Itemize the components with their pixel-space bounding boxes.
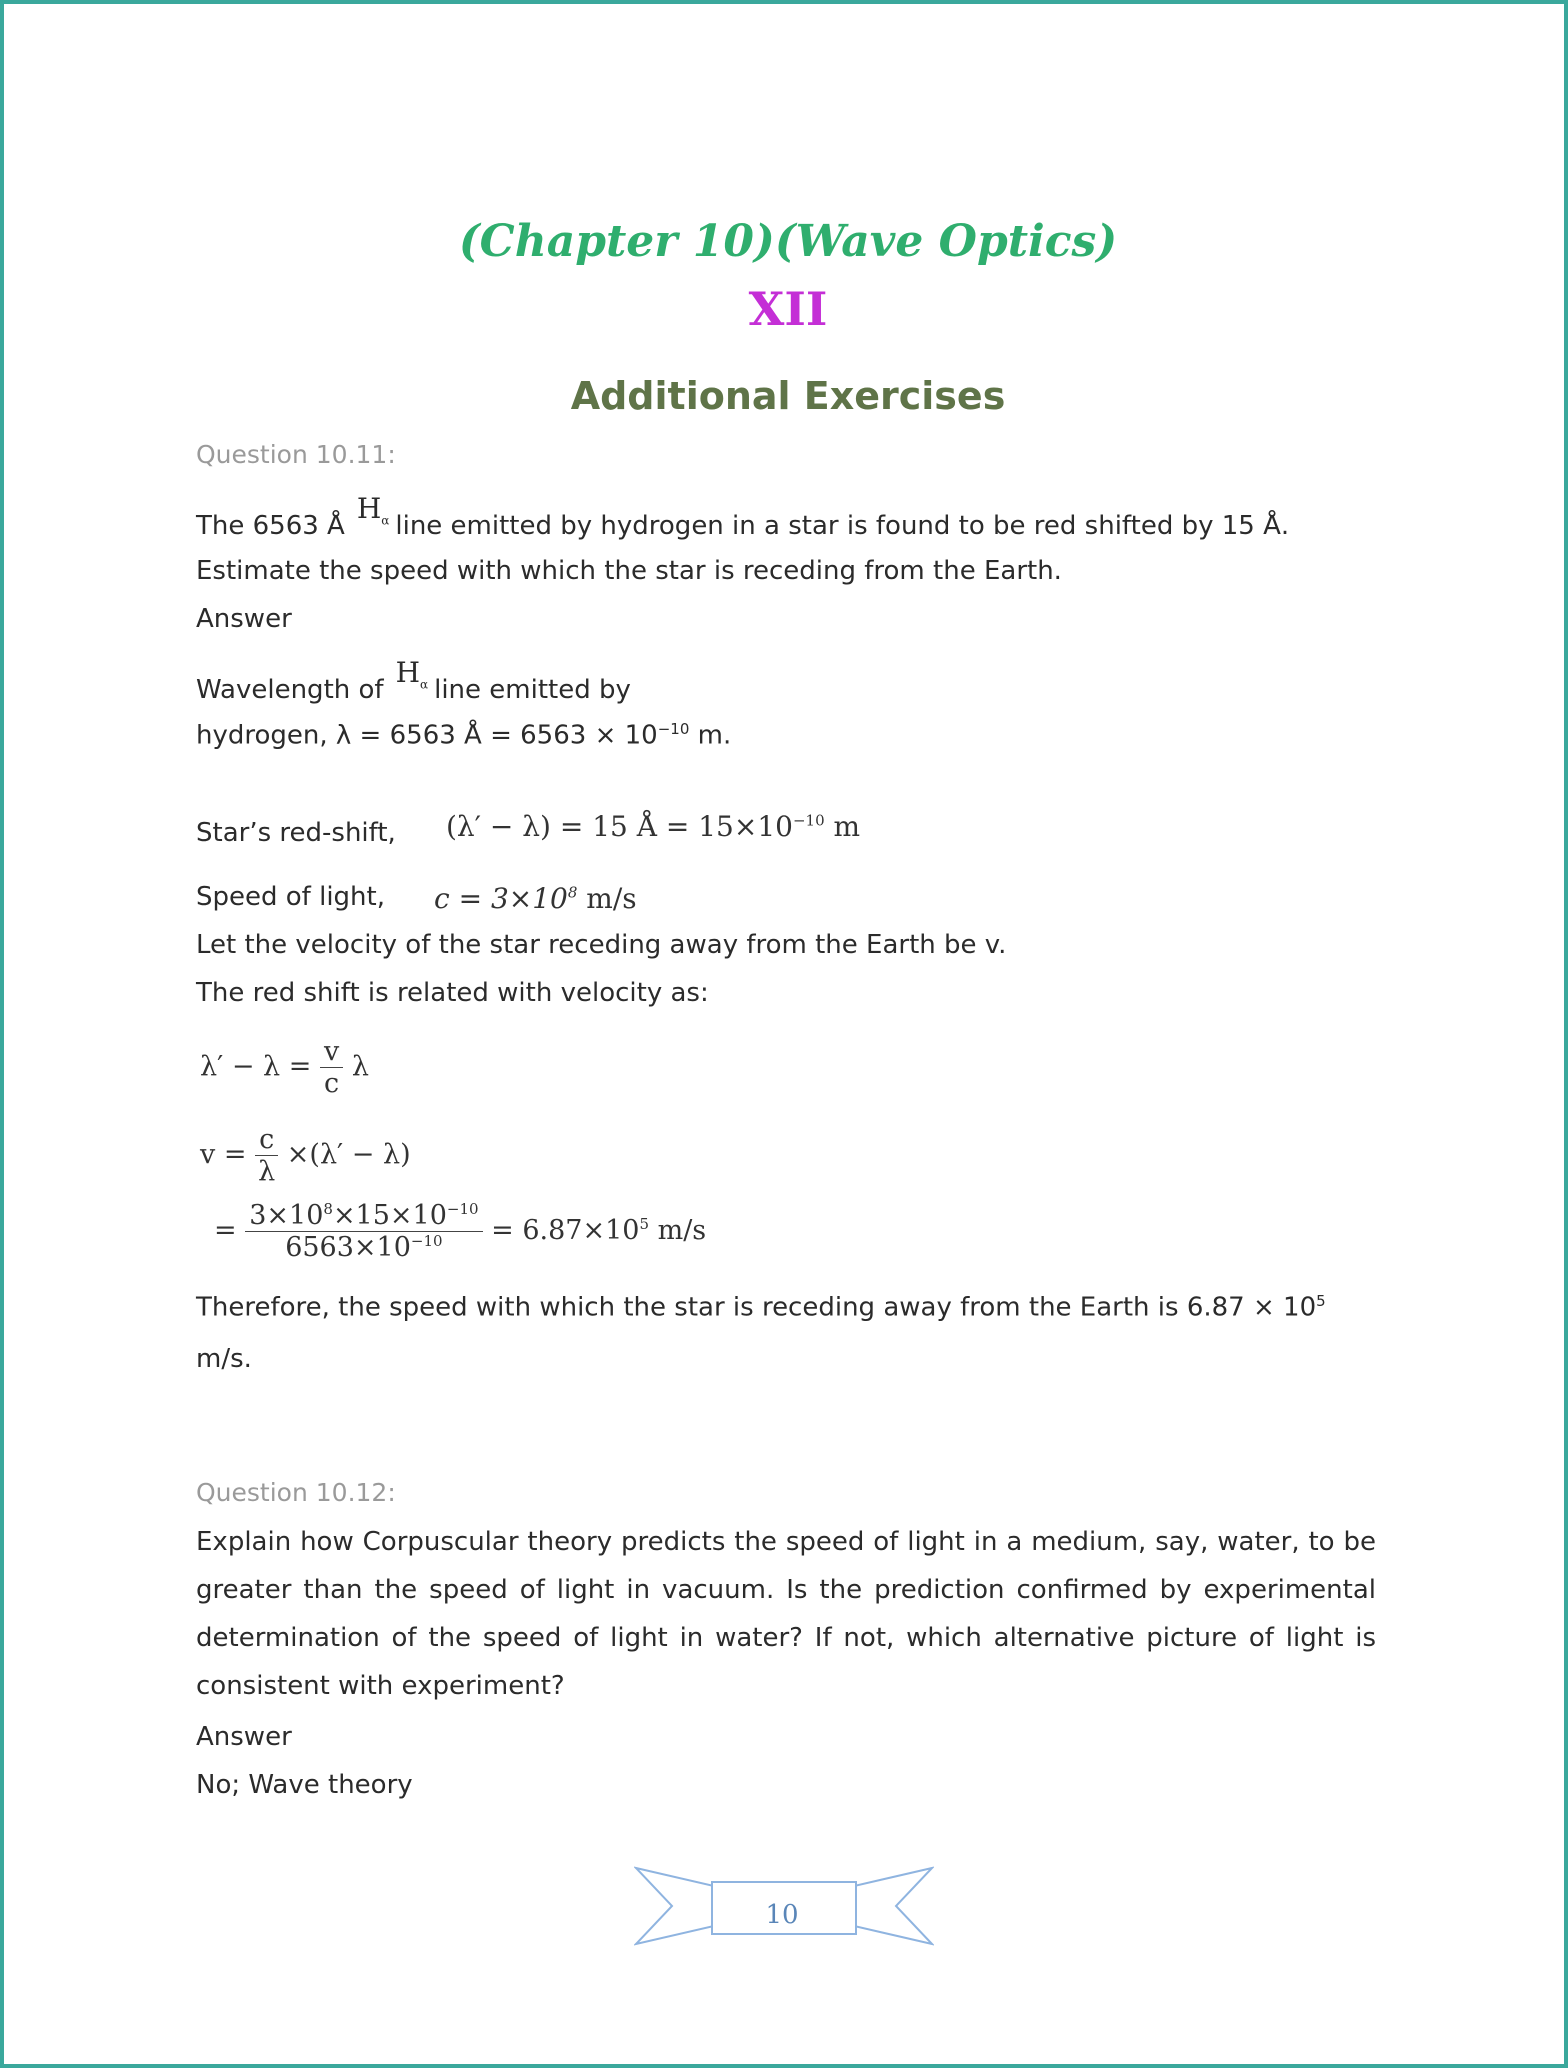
question-10-12-text: Explain how Corpuscular theory predicts the speed of light in a medium, say, water, to be greater than the speed of light in vacuum. Is the prediction confirmed by experimental determination of the speed of light in water? If not, which alternative picture of light is consistent with experiment?	[196, 1527, 1376, 1701]
question-10-11-line-1	[196, 492, 1290, 544]
equation-1: λ′ − λ = $\frac{v}{c}$ λ	[200, 1036, 369, 1100]
answer-text-10-12: No; Wave theory	[196, 1770, 413, 1800]
answer-label-10-11: Answer	[196, 604, 292, 634]
relation-statement: The red shift is related with velocity as:	[196, 978, 709, 1008]
conclusion-line-2: m/s.	[196, 1344, 252, 1374]
page-number: 10	[765, 1900, 799, 1930]
question-10-11-line-2: Estimate the speed with which the star is receding from the Earth.	[196, 556, 1062, 586]
fraction-c-over-lambda: $\frac{c}{\lambda}$	[255, 1124, 278, 1187]
equation-2: v = $\frac{c}{\lambda}$ ×(λ′ − λ)	[200, 1124, 411, 1188]
question-10-11-label: Question 10.11:	[196, 440, 396, 469]
conclusion-line-1: Therefore, the speed with which the star is receding away from the Earth is $6.87 \times 10^5$	[196, 1292, 1326, 1323]
redshift-equation: (λ′ − λ) = 15 Å = $15\times 10^{-10}$ m	[446, 810, 861, 843]
wavelength-line: Wavelength ofH$_\alpha$ line emitted by	[196, 656, 631, 705]
speed-of-light-label: Speed of light,	[196, 882, 385, 912]
answer-label-10-12: Answer	[196, 1722, 292, 1752]
class-label: XII	[748, 282, 828, 336]
section-title: Additional Exercises	[570, 374, 1006, 418]
question-10-12-label: Question 10.12:	[196, 1478, 396, 1507]
h-alpha-symbol: $H_\alpha$	[395, 656, 429, 692]
speed-of-light-equation: $c = 3\times 10^8$ m/s	[434, 882, 637, 915]
q11-text-b: line emitted by hydrogen in a star is found to be red shifted by 15 Å.	[395, 511, 1290, 541]
fraction-speed-calculation: $\frac{3\times 10^8\times 15\times 10^{-10}}{6563\times 10^{-10}}$	[245, 1200, 482, 1263]
redshift-label: Star’s red-shift,	[196, 818, 396, 848]
velocity-statement: Let the velocity of the star receding away from the Earth be v.	[196, 930, 1007, 960]
h-alpha-symbol: $H_\alpha$	[356, 492, 390, 528]
fraction-v-over-c: $\frac{v}{c}$	[320, 1036, 343, 1099]
chapter-title: (Chapter 10)(Wave Optics)	[458, 216, 1118, 267]
wavelength-value: hydrogen, λ = 6563 Å = $6563 \times 10^{-10}$ m.	[196, 720, 732, 751]
q11-text-a: The 6563 Å	[196, 511, 345, 541]
equation-3: = $\frac{3\times 10^8\times 15\times 10^{-10}}{6563\times 10^{-10}}$ = $6.87\times 10^5$ m/s	[214, 1200, 707, 1264]
